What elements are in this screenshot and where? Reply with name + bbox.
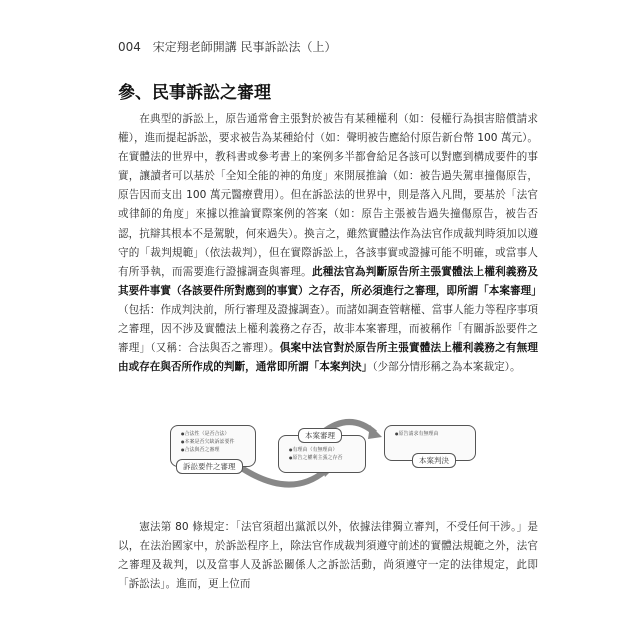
running-header bbox=[118, 38, 337, 55]
box2-item: ● 有理由（有無理由） bbox=[289, 446, 361, 454]
text-run-3: （少部分情形稱之為本案裁定）。 bbox=[372, 361, 521, 374]
text-run-2: （包括：作成判決前，所行審理及證據調查）。而諸如調查管轄權、當事人能力等程序事項之審理，因不涉及實體法上權利義務之存否，故非本案審理，而被稱作「有關訴訟要件之審理」（又稱：合法與否之審理）。 bbox=[118, 303, 538, 355]
box3-item: ● 原告請求有無理由 bbox=[395, 430, 471, 438]
bold-run-1: 此種法官為判斷原告所主張實體法上權利義務及其要件事實（各該要件所對應到的事實）之存否，所必須進行之審理，即所謂「本案審理」 bbox=[118, 265, 542, 297]
arrow-right-head bbox=[368, 425, 382, 439]
page-number: 004 bbox=[118, 40, 141, 54]
box3-list bbox=[385, 426, 475, 438]
body-text bbox=[118, 110, 542, 377]
box2-title: 本案審理 bbox=[298, 428, 342, 443]
box1-list bbox=[171, 426, 255, 454]
box1-label: 訴訟要件之審理 bbox=[176, 459, 243, 474]
box1-item: ● 本案是否欠缺訴訟要件 bbox=[181, 438, 251, 446]
box3-label: 本案判決 bbox=[412, 453, 456, 468]
box1-item: ● 合法性（是否合法） bbox=[181, 430, 251, 438]
bold-run-2: 俱案中法官對於原告所主張實體法上權利義務之有無理由或存在與否所作成的判斷，通常即所謂「本案判決」 bbox=[118, 342, 539, 374]
box1-item: ● 合法與否之審理 bbox=[181, 446, 251, 454]
paragraph-constitution: 憲法第 80 條規定：「法官須超出黨派以外，依據法律獨立審判，不受任何干涉。」是以，在法治國家中，於訴訟程序上，除法官作成裁判須遵守前述的實體法規範之外，法官之審理及裁判，以及當事人及訴訟關係人之訴訟活動，尚須遵守一定的法律規定，此即「訴訟法」。進而，更上位而 bbox=[118, 521, 538, 591]
section-title: 參、民事訴訟之審理 bbox=[118, 83, 271, 103]
body-text-2 bbox=[118, 518, 538, 594]
box2-item: ● 原告之權利主張之存否 bbox=[289, 454, 361, 462]
text-run-1: 在典型的訴訟上，原告通常會主張對於被告有某種權利（如：侵權行為損害賠償請求權），進而提起訴訟，要求被告為某種給付（如：聲明被告應給付原告新台幣 100 萬元）。在實體法的世界中，教科書或參考書上的案例多半都會給足各該可以對應到構成要件的事實，讓讀者可以基於「全知全能的神的角度」來開展推論（如：被告過失駕車撞傷原告，原告因而支出 100 萬元醫療費用）。但在訴訟法的世界中，則是落入凡間，要基於「法官或律師的角度」來據以推論實際案例的答案（如：原告主張被告過失撞傷原告，被告否認，抗辯其根本不是駕駛，何來過失）。換言之，雖然實體法作為法官作成裁判時須加以遵守的「裁判規範」（依法裁判），但在實際訴訟上，各該事實或證據可能不明確，或當事人有所爭執，而需要進行證據調查與審理。 bbox=[118, 113, 538, 278]
book-title: 宋定翔老師開講 民事訴訟法（上） bbox=[152, 40, 337, 54]
paragraph-main bbox=[118, 110, 542, 377]
review-diagram bbox=[170, 415, 480, 495]
